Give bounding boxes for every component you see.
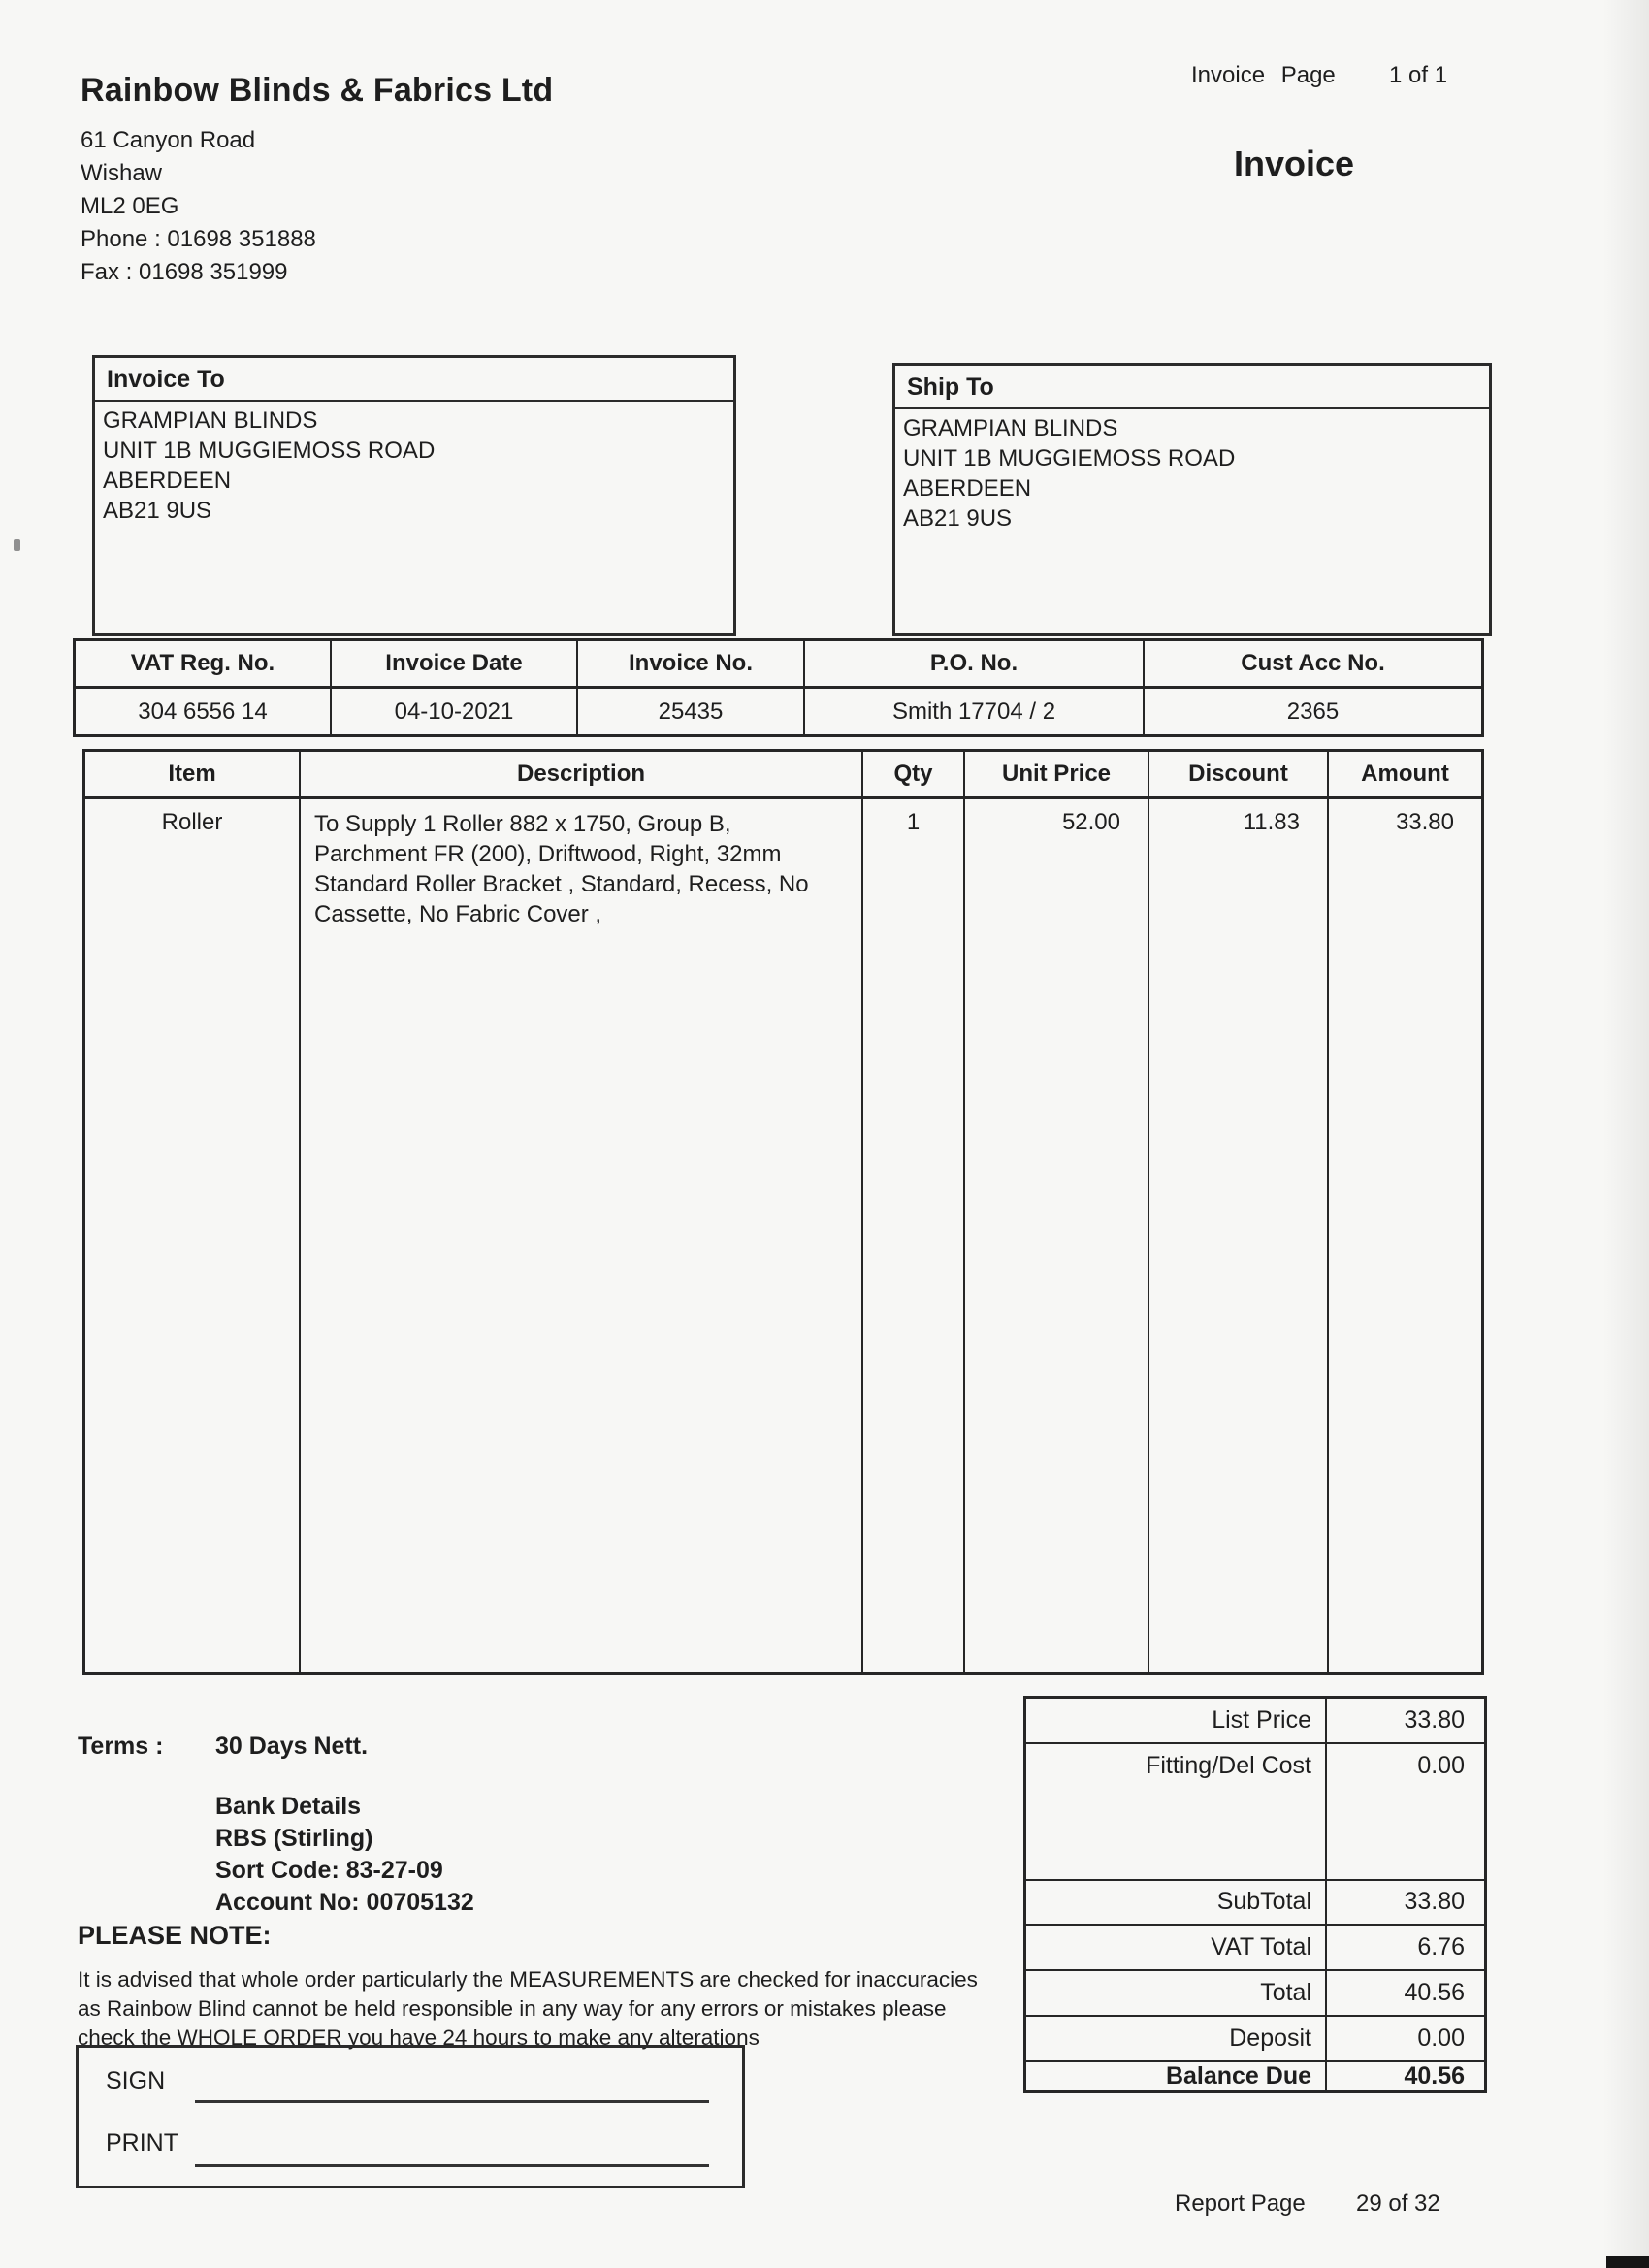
sign-line [195,2100,709,2103]
company-name: Rainbow Blinds & Fabrics Ltd [81,72,554,109]
line-items-table [82,749,1484,1675]
scan-speck [14,539,20,551]
report-page-value: 29 of 32 [1356,2190,1440,2217]
item-cell-amount: 33.80 [1395,809,1454,835]
invoice-to-line: GRAMPIAN BLINDS [103,407,318,434]
invoice-to-line: UNIT 1B MUGGIEMOSS ROAD [103,437,436,464]
address-line: Wishaw [81,160,163,186]
total-value: 40.56 [1404,1979,1465,2007]
total-label: Balance Due [1026,2062,1327,2090]
terms-value: 30 Days Nett. [215,1733,369,1760]
total-value: 33.80 [1404,1705,1465,1733]
please-note-body: It is advised that whole order particularly the MEASUREMENTS are checked for inaccuracies as Rainbow Blind cannot be held responsible in any way for any errors or mistakes please check the WHOLE ORDER you have 24 hours to make any alterations [78,1967,978,2050]
address-line: ML2 0EG [81,193,179,219]
invoice-to-box [92,355,736,636]
total-row-fitting-del-cost [1026,1744,1484,1881]
meta-value-cust-acc: 2365 [1286,697,1340,725]
meta-header-invoice-no: Invoice No. [578,641,805,689]
meta-header-vat: VAT Reg. No. [76,641,332,689]
invoice-to-line: ABERDEEN [103,468,232,494]
meta-header-cust-acc: Cust Acc No. [1145,641,1481,689]
total-label: VAT Total [1026,1926,1327,1969]
invoice-to-line: AB21 9US [103,498,212,524]
terms-label: Terms : [78,1733,164,1760]
items-header-description: Description [301,752,863,799]
sign-label: SIGN [106,2067,166,2094]
invoice-page-label: Invoice Page [1191,62,1336,88]
total-value: 0.00 [1417,2025,1465,2053]
scan-corner-mark [1606,2256,1649,2268]
items-header-unit-price: Unit Price [965,752,1149,799]
total-row-subtotal [1026,1881,1484,1927]
invoice-to-address [95,402,733,530]
please-note-heading: PLEASE NOTE: [78,1921,272,1950]
ship-to-header: Ship To [895,366,1489,409]
bank-name: RBS (Stirling) [215,1825,373,1852]
total-value: 40.56 [1404,2062,1465,2090]
document-title: Invoice [1234,144,1355,183]
totals-box [1023,1696,1487,2093]
bank-details [215,1791,474,1919]
bank-sort-code: Sort Code: 83-27-09 [215,1857,443,1884]
bank-account-no: Account No: 00705132 [215,1889,474,1916]
signature-box [76,2045,745,2188]
total-row-total [1026,1971,1484,2017]
ship-to-line: GRAMPIAN BLINDS [903,415,1118,441]
scan-edge-shading [1602,0,1649,2268]
invoice-meta-table [73,638,1484,737]
ship-to-line: UNIT 1B MUGGIEMOSS ROAD [903,445,1236,471]
total-label: Fitting/Del Cost [1026,1744,1327,1879]
print-label: PRINT [106,2129,178,2156]
bank-details-heading: Bank Details [215,1793,362,1820]
total-row-deposit [1026,2017,1484,2062]
item-cell-unit-price: 52.00 [965,799,1149,1672]
meta-value-po-no: Smith 17704 / 2 [805,689,1145,734]
total-value: 0.00 [1417,1751,1465,1779]
address-line: Fax : 01698 351999 [81,259,288,285]
total-label: SubTotal [1026,1881,1327,1925]
ship-to-box [892,363,1492,636]
ship-to-line: ABERDEEN [903,475,1032,502]
invoice-page-value: 1 of 1 [1389,62,1448,88]
item-cell-item: Roller [85,799,301,1672]
item-cell-discount: 11.83 [1149,799,1329,1672]
items-header-item: Item [85,752,301,799]
items-header-qty: Qty [863,752,965,799]
total-row-list-price [1026,1699,1484,1744]
total-label: Total [1026,1971,1327,2015]
item-cell-qty: 1 [863,799,965,1672]
address-line: 61 Canyon Road [81,127,256,153]
address-line: Phone : 01698 351888 [81,226,316,252]
meta-value-vat: 304 6556 14 [76,689,332,734]
ship-to-address [895,409,1489,537]
item-cell-description: To Supply 1 Roller 882 x 1750, Group B, Parchment FR (200), Driftwood, Right, 32mm Standard Roller Bracket , Standard, Recess, No Cassette, No Fabric Cover , [301,799,863,1672]
total-value: 33.80 [1404,1888,1465,1916]
company-address [81,124,316,289]
total-label: List Price [1026,1699,1327,1742]
items-header-discount: Discount [1149,752,1329,799]
meta-value-invoice-no: 25435 [578,689,805,734]
total-row-vat-total [1026,1926,1484,1971]
meta-header-invoice-date: Invoice Date [332,641,578,689]
total-row-balance-due [1026,2062,1484,2090]
invoice-to-header: Invoice To [95,358,733,402]
total-label: Deposit [1026,2017,1327,2060]
ship-to-line: AB21 9US [903,505,1013,532]
meta-header-po-no: P.O. No. [805,641,1145,689]
items-header-amount: Amount [1329,752,1481,799]
print-line [195,2164,709,2167]
meta-value-invoice-date: 04-10-2021 [332,689,578,734]
total-value: 6.76 [1417,1933,1465,1961]
report-page-label: Report Page [1175,2190,1306,2217]
